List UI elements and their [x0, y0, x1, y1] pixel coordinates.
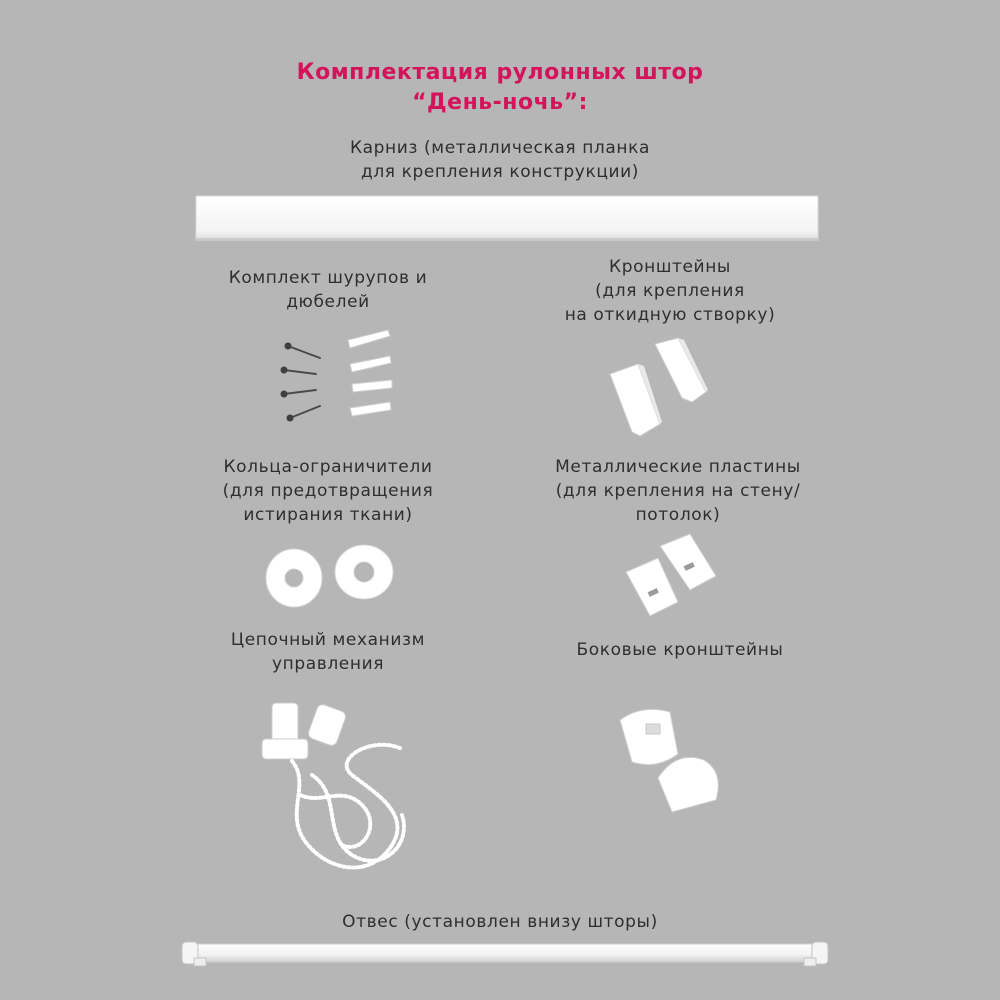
rings-label-line-3: истирания ткани) — [243, 505, 413, 525]
plates-label-line-2: (для крепления на стену/ — [555, 481, 801, 501]
screw-icon — [284, 346, 320, 418]
brackets-label-line-3: на откидную створку) — [564, 305, 776, 325]
screws-label-line-1: Комплект шурупов и — [228, 268, 428, 288]
chain-label-line-2: управления — [271, 654, 385, 674]
metal-plates-image — [620, 532, 725, 622]
chain-mechanism-image — [252, 695, 432, 890]
screws-label — [178, 266, 478, 314]
weight-label-line-1: Отвес (установлен внизу шторы) — [342, 912, 658, 932]
chain-label — [178, 628, 478, 676]
brackets-label — [520, 255, 820, 327]
plates-label-line-3: потолок) — [635, 505, 721, 525]
rings-image — [262, 542, 400, 610]
page-title — [0, 58, 1000, 118]
dowel-icon — [348, 330, 392, 416]
screws-dowels-image — [270, 318, 410, 430]
chain-icon — [292, 745, 404, 868]
title-line-1: Комплектация рулонных штор — [296, 60, 704, 85]
plates-label — [508, 455, 848, 527]
side-brackets-label-line-1: Боковые кронштейны — [576, 640, 784, 660]
brackets-label-line-1: Кронштейны — [609, 257, 731, 277]
brackets-label-line-2: (для крепления — [595, 281, 745, 301]
screws-label-line-2: дюбелей — [286, 292, 370, 312]
cornice-label-line-1: Карниз (металлическая планка — [349, 138, 651, 158]
rings-label-line-1: Кольца-ограничители — [223, 457, 433, 477]
plates-label-line-1: Металлические пластины — [555, 457, 801, 477]
weight-label — [250, 910, 750, 934]
side-brackets-label — [530, 638, 830, 662]
rings-label-line-2: (для предотвращения — [222, 481, 434, 501]
sash-brackets-image — [600, 336, 725, 441]
side-brackets-image — [612, 700, 730, 815]
cornice-image — [190, 190, 820, 246]
title-line-2: “День-ночь”: — [412, 90, 588, 115]
chain-label-line-1: Цепочный механизм — [230, 630, 426, 650]
cornice-label-line-2: для крепления конструкции) — [360, 162, 640, 182]
rings-label — [178, 455, 478, 527]
weight-bar-image — [180, 936, 830, 972]
cornice-label — [250, 136, 750, 184]
